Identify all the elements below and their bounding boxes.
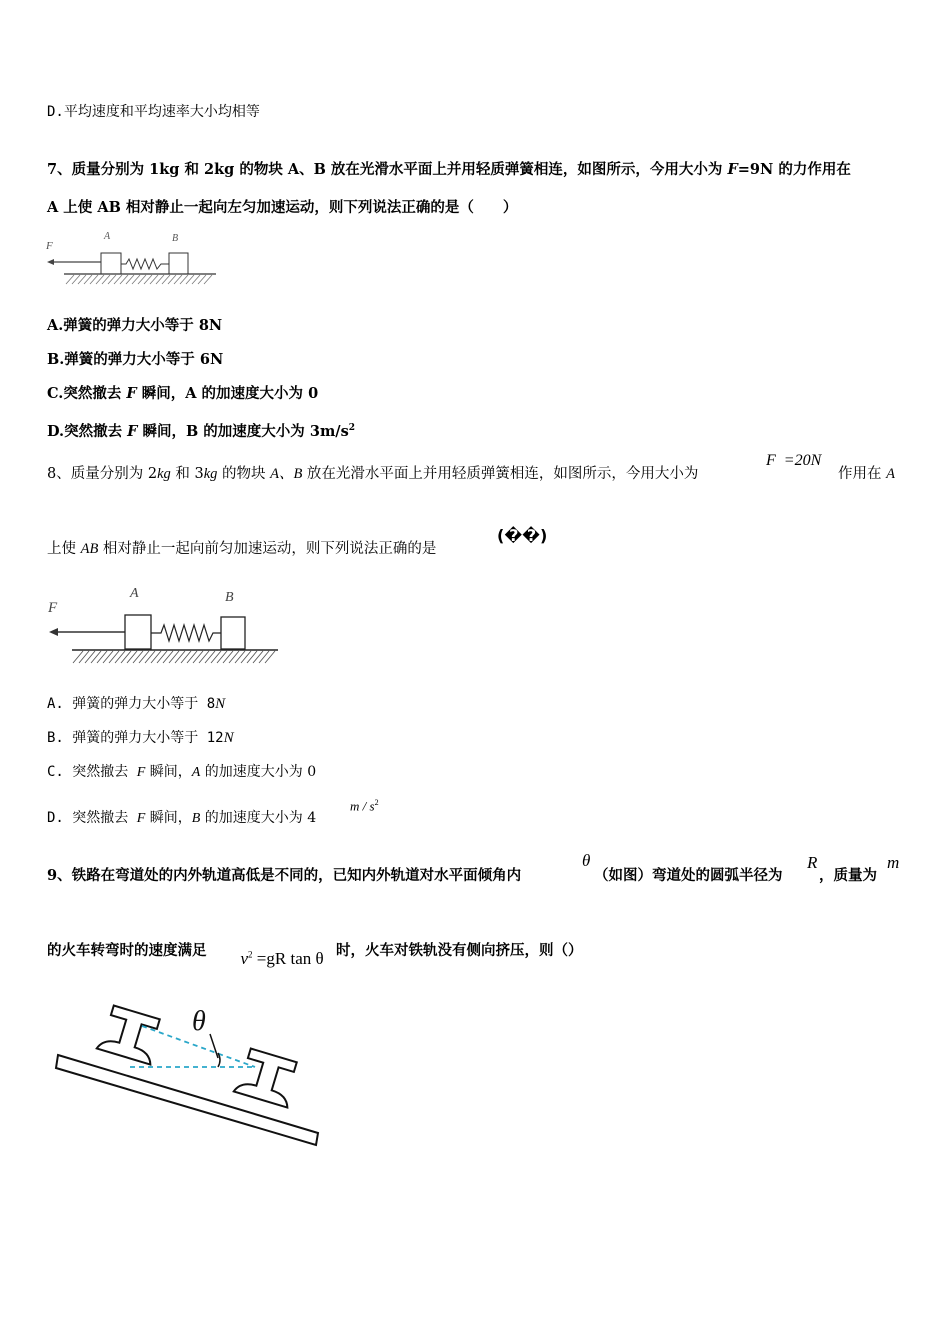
- q9-stem-line2-a: 的火车转弯时的速度满足: [47, 942, 207, 959]
- q8-stem-a: 8、质量分别为 2: [47, 466, 158, 482]
- q7-stem-line2: A 上使 AB 相对静止一起向左匀加速运动，则下列说法正确的是（ ）: [47, 199, 518, 216]
- q7-block-b: [169, 253, 188, 274]
- q8-figure: [44, 582, 284, 668]
- q8-option-c-pre: C. 突然撤去: [47, 764, 137, 780]
- q7-option-d: [47, 418, 355, 442]
- q8-stem-line1-end: [838, 464, 895, 484]
- q9-mass-symbol: m: [887, 853, 900, 872]
- q8-option-d-block: B: [191, 811, 201, 826]
- q7-option-d-post: 瞬间，B 的加速度大小为 3m/s: [137, 422, 349, 440]
- q8-option-d-force: F: [136, 811, 146, 826]
- q9-angle-arc: [218, 1053, 220, 1067]
- q9-stem-line2-b: 时，火车对铁轨没有侧向挤压，则（）: [336, 942, 583, 959]
- q8-figure-block-b-label: B: [225, 590, 234, 605]
- q9-formula-rest: =gR tan θ: [252, 949, 324, 968]
- q7-option-c-post: 瞬间，A 的加速度大小为 0: [136, 385, 319, 402]
- q9-figure-angle-label: θ: [192, 1006, 206, 1037]
- q9-angle-pointer: [210, 1034, 218, 1058]
- q7-spring: [121, 259, 169, 269]
- q7-stem-force-symbol: F: [727, 161, 738, 178]
- q7-figure-block-b-label: B: [172, 233, 179, 244]
- q7-stem-line1: [47, 160, 851, 180]
- q6-option-d: D.平均速度和平均速率大小均相等: [47, 104, 260, 120]
- q7-figure-force-label: F: [46, 240, 53, 252]
- q8-option-d: [47, 808, 316, 829]
- q8-stem-b: 和 3: [170, 466, 204, 482]
- q8-force-arrowhead: [49, 628, 58, 636]
- q8-force-equation: F =20N: [766, 452, 822, 469]
- q8-option-d-mid: 瞬间，: [145, 810, 192, 826]
- q8-figure-force-label: F: [48, 600, 58, 616]
- q9-outer-rail: [234, 1047, 301, 1107]
- q7-option-d-sup: 2: [348, 423, 356, 433]
- q7-stem-text-a: 7、质量分别为 1kg 和 2kg 的物块 A、B 放在光滑水平面上并用轻质弹簧相连，如图所示，今用大小为: [47, 161, 728, 178]
- q8-unit-kg1: kg: [157, 466, 171, 482]
- q7-figure: [44, 228, 219, 290]
- q9-inner-rail: [97, 1004, 164, 1064]
- q7-option-c: [47, 384, 318, 404]
- q8-option-a-unit: N: [215, 696, 226, 712]
- q9-formula-sup: 2: [248, 949, 253, 960]
- q8-option-b-unit: N: [223, 730, 234, 746]
- q8-figure-block-a-label: A: [130, 586, 139, 601]
- q7-ground-hatch: [66, 275, 212, 284]
- q8-ground-hatch: [73, 651, 275, 663]
- q7-option-d-force: F: [127, 422, 138, 440]
- q8-option-d-pre: D. 突然撤去: [47, 810, 137, 826]
- q8-stem-line2: [47, 539, 436, 559]
- q8-option-c: [47, 762, 316, 783]
- q8-option-c-post: 的加速度大小为 0: [200, 764, 317, 780]
- q9-formula-v: v: [240, 949, 249, 968]
- q8-option-d-unit-sup: 2: [374, 798, 379, 807]
- q8-spring: [151, 625, 221, 641]
- q8-stem-e: 作用在: [838, 466, 887, 482]
- q8-stem-c: 的物块: [217, 466, 271, 482]
- q8-option-a-pre: A. 弹簧的弹力大小等于 8: [47, 696, 216, 712]
- q7-option-c-force: F: [126, 385, 137, 402]
- q8-option-c-mid: 瞬间，: [145, 764, 192, 780]
- q9-stem-line1-b: （如图）弯道处的圆弧半径为: [594, 867, 783, 884]
- q8-stem-line1: [47, 464, 698, 484]
- q8-line2-b: 相对静止一起向前匀加速运动，则下列说法正确的是: [98, 541, 437, 557]
- q8-blocks: A、B: [270, 466, 303, 482]
- q8-stem-block-a: A: [886, 466, 895, 482]
- q9-theta-symbol: θ: [582, 851, 591, 870]
- q8-option-a: [47, 694, 225, 714]
- q7-figure-block-a-label: A: [104, 231, 111, 242]
- q8-line2-ab: AB: [80, 541, 99, 557]
- q7-block-a: [101, 253, 121, 274]
- q7-option-d-pre: D.突然撤去: [47, 422, 128, 440]
- q8-option-c-block: A: [191, 765, 201, 780]
- q9-radius-symbol: R: [807, 853, 818, 872]
- q7-stem-text-b: =9N 的力作用在: [737, 161, 851, 178]
- q8-block-a: [125, 615, 151, 649]
- q9-stem-line1-a: 9、铁路在弯道处的内外轨道高低是不同的，已知内外轨道对水平面倾角内: [47, 867, 522, 884]
- q8-block-b: [221, 617, 245, 649]
- q8-option-c-force: F: [136, 765, 146, 780]
- q8-stem-d: 放在光滑水平面上并用轻质弹簧相连，如图所示，今用大小为: [302, 466, 699, 482]
- q7-option-b: B.弹簧的弹力大小等于 6N: [47, 351, 224, 368]
- q8-option-b-pre: B. 弹簧的弹力大小等于 12: [47, 730, 224, 746]
- q8-unit-kg2: kg: [203, 466, 218, 482]
- q8-option-d-unit-text: m / s: [350, 798, 375, 814]
- q8-option-b: [47, 728, 234, 748]
- q9-stem-line1-c: ，质量为: [819, 867, 877, 884]
- q8-line2-a: 上使: [47, 541, 81, 557]
- q8-option-d-post: 的加速度大小为 4: [200, 810, 317, 826]
- q9-figure: [50, 998, 330, 1150]
- q8-stem-paren: (��): [497, 526, 548, 545]
- q7-option-a: A.弹簧的弹力大小等于 8N: [47, 317, 223, 334]
- q7-force-arrowhead: [47, 259, 54, 265]
- q7-option-c-pre: C.突然撤去: [47, 385, 127, 402]
- q9-speed-formula: [232, 929, 324, 969]
- q8-option-d-unit: [350, 798, 379, 814]
